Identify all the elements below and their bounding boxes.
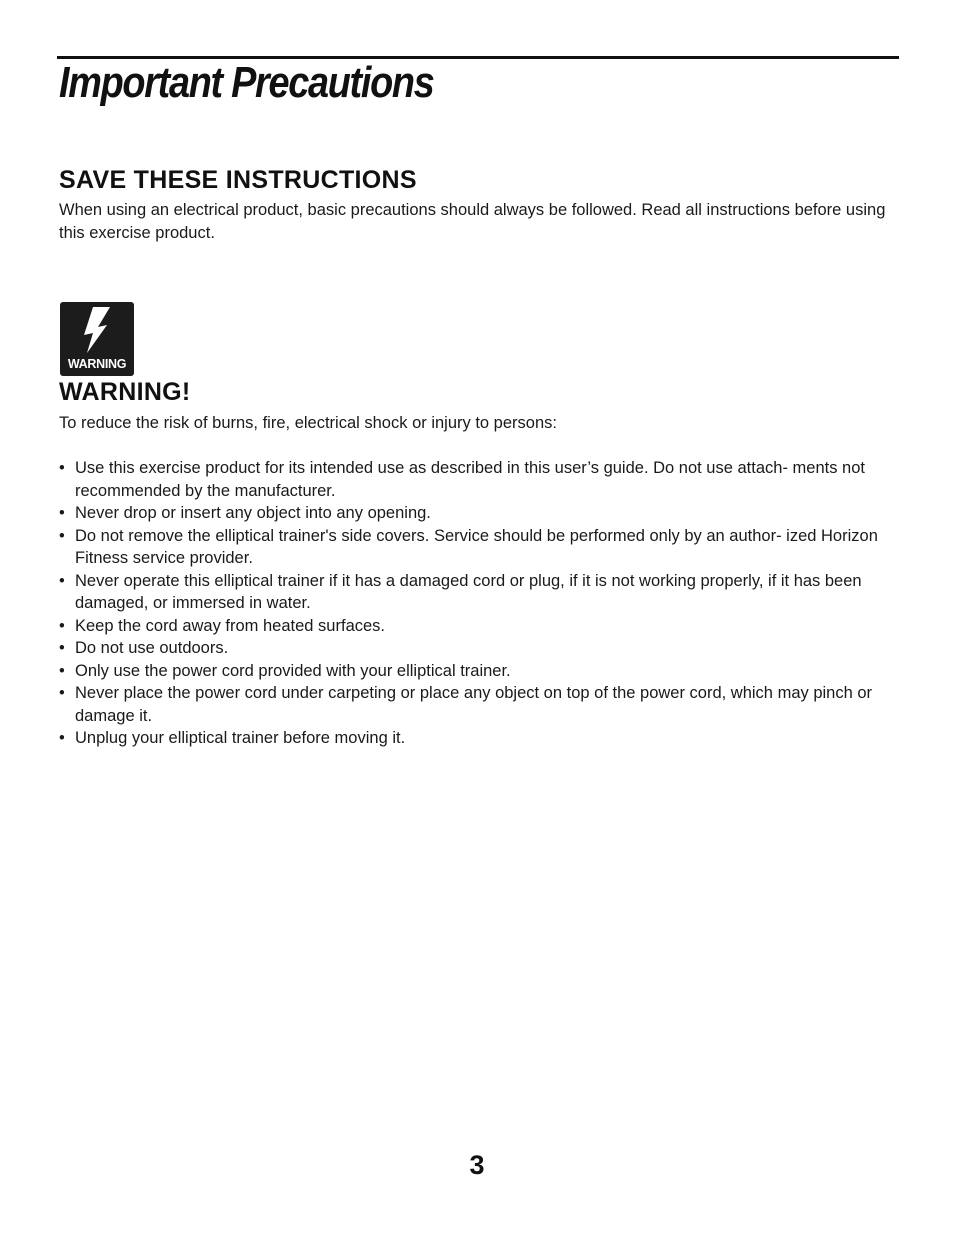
list-item — [59, 660, 889, 683]
bullet: • — [59, 729, 65, 747]
list-item — [59, 637, 889, 660]
list-item — [59, 502, 889, 525]
bullet: • — [59, 661, 65, 680]
list-item-text: Only use the power cord provided with your elliptical trainer. — [75, 661, 511, 680]
save-instructions-text: When using an electrical product, basic precautions should always be followed. Read all instructions before using this exercise product. — [59, 201, 886, 242]
list-item — [59, 615, 889, 638]
warning-heading: WARNING! — [59, 378, 191, 406]
save-instructions-heading: SAVE THESE INSTRUCTIONS — [59, 166, 417, 194]
list-item-text: Use this exercise product for its intended use as described in this user’s guide. Do not use attach- ments not recommended by the manufacturer. — [75, 459, 865, 500]
warning-intro-text: To reduce the risk of burns, fire, electrical shock or injury to persons: — [59, 414, 557, 432]
list-item — [59, 457, 889, 502]
bullet: • — [59, 571, 65, 590]
warning-badge — [60, 302, 134, 376]
list-item — [59, 682, 889, 727]
warning-badge-label: WARNING — [67, 357, 127, 371]
list-item-text: Never operate this elliptical trainer if it has a damaged cord or plug, if it is not working properly, if it has been damaged, or immersed in water. — [75, 571, 862, 612]
list-item — [59, 525, 889, 570]
list-item — [59, 727, 889, 750]
page-title: Important Precautions — [59, 58, 434, 107]
bullet: • — [59, 616, 65, 635]
list-item-text: Never place the power cord under carpeting or place any object on top of the power cord, which may pinch or damage it. — [75, 684, 873, 725]
list-item-text: Keep the cord away from heated surfaces. — [75, 616, 386, 635]
bullet: • — [59, 504, 65, 522]
list-item-text: Do not remove the elliptical trainer's side covers. Service should be performed only by an author- ized Horizon Fitness service provider. — [75, 526, 878, 567]
list-item-text: Unplug your elliptical trainer before moving it. — [75, 729, 406, 747]
precautions-list — [59, 457, 889, 750]
bullet: • — [59, 639, 65, 657]
list-item-text: Do not use outdoors. — [75, 639, 229, 657]
page-number: 3 — [469, 1150, 485, 1180]
bullet: • — [59, 684, 65, 702]
list-item — [59, 570, 889, 615]
list-item-text: Never drop or insert any object into any opening. — [75, 504, 431, 522]
bullet: • — [59, 459, 65, 477]
bullet: • — [59, 526, 65, 545]
